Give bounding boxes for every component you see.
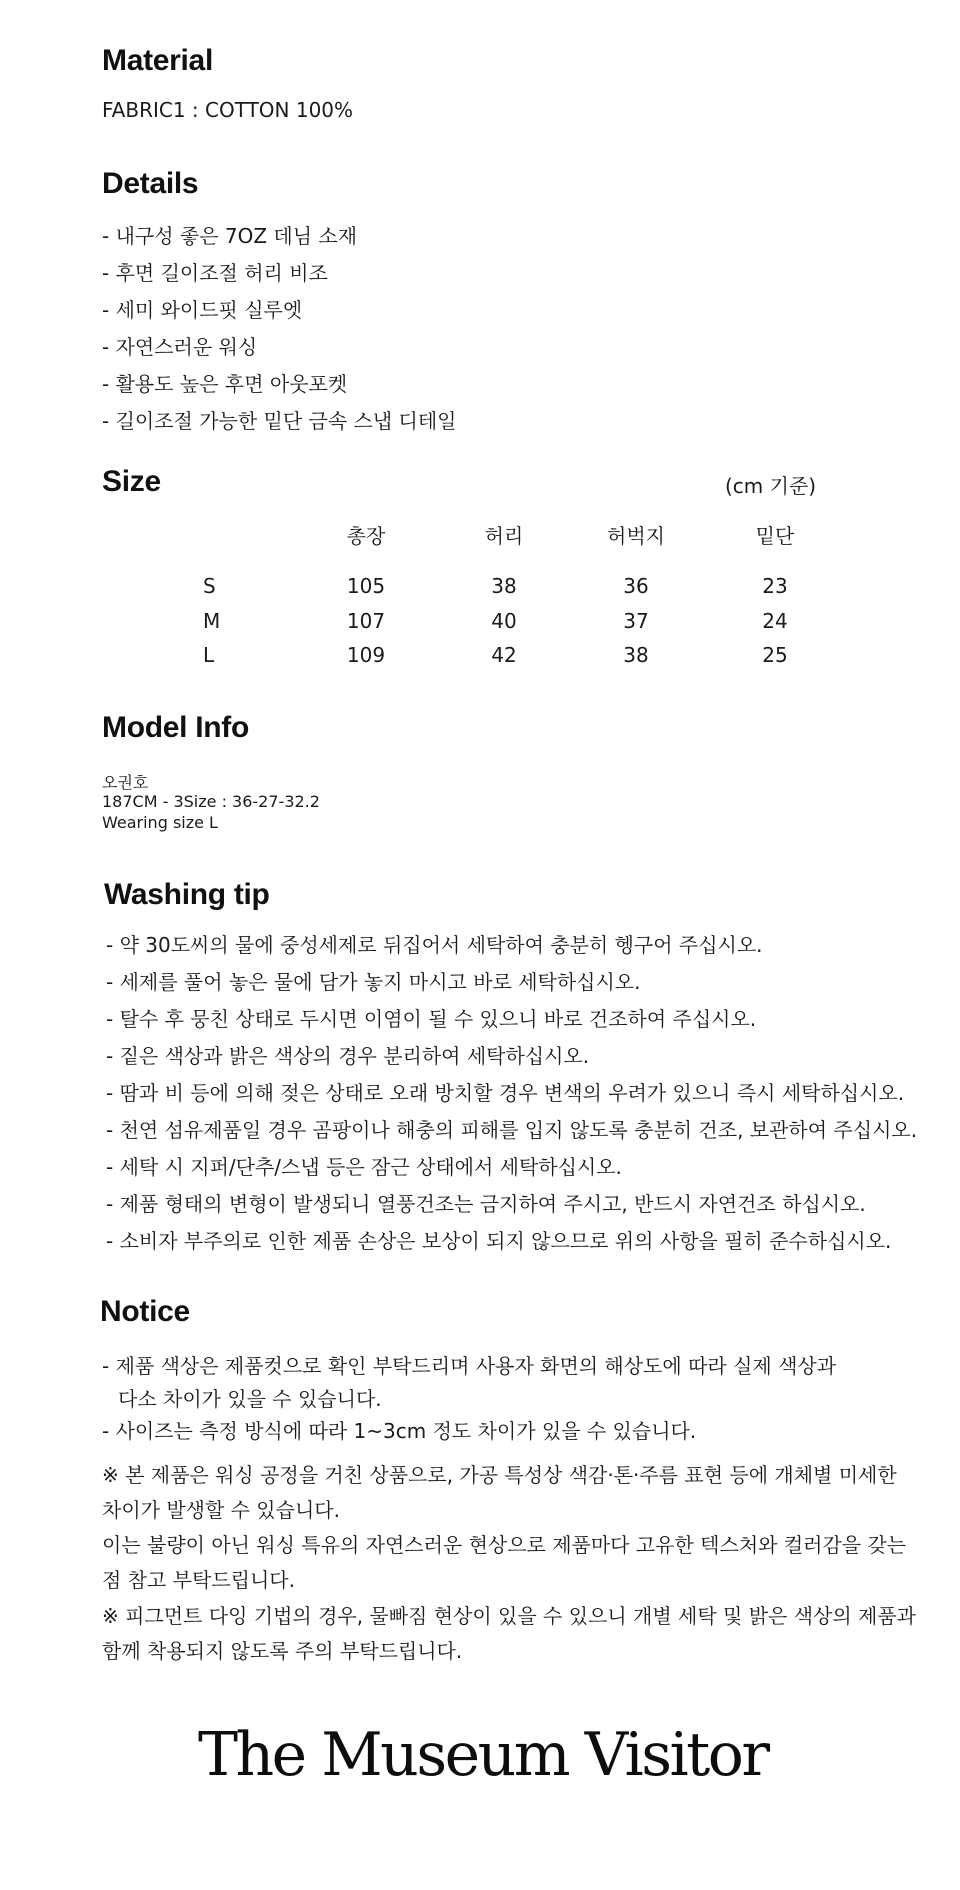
brand-logo: The Museum Visitor [198,1720,768,1790]
washing-tip-item: - 세탁 시 지퍼/단추/스냅 등은 잠근 상태에서 세탁하십시오. [106,1155,622,1179]
size-column-header: 총장 [346,524,386,548]
material-heading: Material [102,44,213,77]
size-cell: 38 [623,643,649,667]
size-cell: 36 [623,574,649,598]
size-column-header: 허리 [484,524,524,548]
notice-color-line: - 제품 색상은 제품컷으로 확인 부탁드리며 사용자 화면의 해상도에 따라 실제 색상과 [102,1354,837,1378]
size-heading: Size [102,465,161,498]
washing-tip-list [106,929,917,1262]
washing-tip-item: - 제품 형태의 변형이 발생되니 열풍건조는 금지하여 주시고, 반드시 자연건조 하십시오. [106,1192,866,1216]
model-measurements: 187CM - 3Size : 36-27-32.2 [102,792,320,811]
size-cell: 42 [491,643,517,667]
notice-heading: Notice [100,1295,190,1328]
size-row-label: L [203,643,215,667]
size-row-label: M [203,609,221,633]
notice-size-line: - 사이즈는 측정 방식에 따라 1~3cm 정도 차이가 있을 수 있습니다. [102,1419,697,1443]
model-info-heading: Model Info [102,711,249,744]
notice-color-line-cont: 다소 차이가 있을 수 있습니다. [118,1387,382,1411]
size-cell: 24 [762,609,788,633]
model-wearing-size: Wearing size L [102,813,218,832]
details-item: - 후면 길이조절 허리 비조 [102,261,328,285]
washing-tip-heading: Washing tip [104,878,270,911]
washing-tip-item: - 천연 섬유제품일 경우 곰팡이나 해충의 피해를 입지 않도록 충분히 건조, 보관하여 주십시오. [106,1118,918,1142]
notice-washing-note: 차이가 발생할 수 있습니다. [102,1498,340,1522]
details-item: - 활용도 높은 후면 아웃포켓 [102,372,348,396]
washing-tip-item: - 땀과 비 등에 의해 젖은 상태로 오래 방치할 경우 변색의 우려가 있으니 즉시 세탁하십시오. [106,1081,905,1105]
details-item: - 자연스러운 워싱 [102,335,258,359]
details-list [102,220,456,442]
details-item: - 길이조절 가능한 밑단 금속 스냅 디테일 [102,409,457,433]
fabric-text: FABRIC1 : COTTON 100% [102,98,354,122]
size-cell: 107 [346,609,386,633]
washing-tip-item: - 소비자 부주의로 인한 제품 손상은 보상이 되지 않으므로 위의 사항을 필히 준수하십시오. [106,1229,892,1253]
size-cell: 109 [346,643,386,667]
washing-tip-item: - 짙은 색상과 밝은 색상의 경우 분리하여 세탁하십시오. [106,1044,590,1068]
notice-washing-note: 점 참고 부탁드립니다. [102,1568,295,1592]
washing-tip-item: - 탈수 후 뭉친 상태로 두시면 이염이 될 수 있으니 바로 건조하여 주십시오. [106,1007,757,1031]
size-cell: 38 [491,574,517,598]
size-unit: (cm 기준) [725,474,817,498]
model-name: 오권호 [102,773,149,792]
size-column-header: 밑단 [755,524,795,548]
size-cell: 40 [491,609,517,633]
washing-tip-item: - 세제를 풀어 놓은 물에 담가 놓지 마시고 바로 세탁하십시오. [106,970,641,994]
size-row-label: S [203,574,216,598]
details-item: - 세미 와이드핏 실루엣 [102,298,303,322]
notice-pigment-note: 함께 착용되지 않도록 주의 부탁드립니다. [102,1639,463,1663]
size-cell: 23 [762,574,788,598]
details-heading: Details [102,167,199,200]
notice-washing-note: 이는 불량이 아닌 워싱 특유의 자연스러운 현상으로 제품마다 고유한 텍스처와 컬러감을 갖는 [102,1533,907,1557]
size-column-header: 허벅지 [607,524,665,548]
size-cell: 25 [762,643,788,667]
notice-washing-note: ※ 본 제품은 워싱 공정을 거친 상품으로, 가공 특성상 색감·톤·주름 표현 등에 개체별 미세한 [102,1463,897,1487]
details-item: - 내구성 좋은 7OZ 데님 소재 [102,224,358,248]
washing-tip-item: - 약 30도씨의 물에 중성세제로 뒤집어서 세탁하여 충분히 헹구어 주십시오. [106,933,763,957]
size-cell: 105 [346,574,386,598]
notice-pigment-note: ※ 피그먼트 다잉 기법의 경우, 물빠짐 현상이 있을 수 있으니 개별 세탁 및 밝은 색상의 제품과 [102,1604,916,1628]
size-cell: 37 [623,609,649,633]
